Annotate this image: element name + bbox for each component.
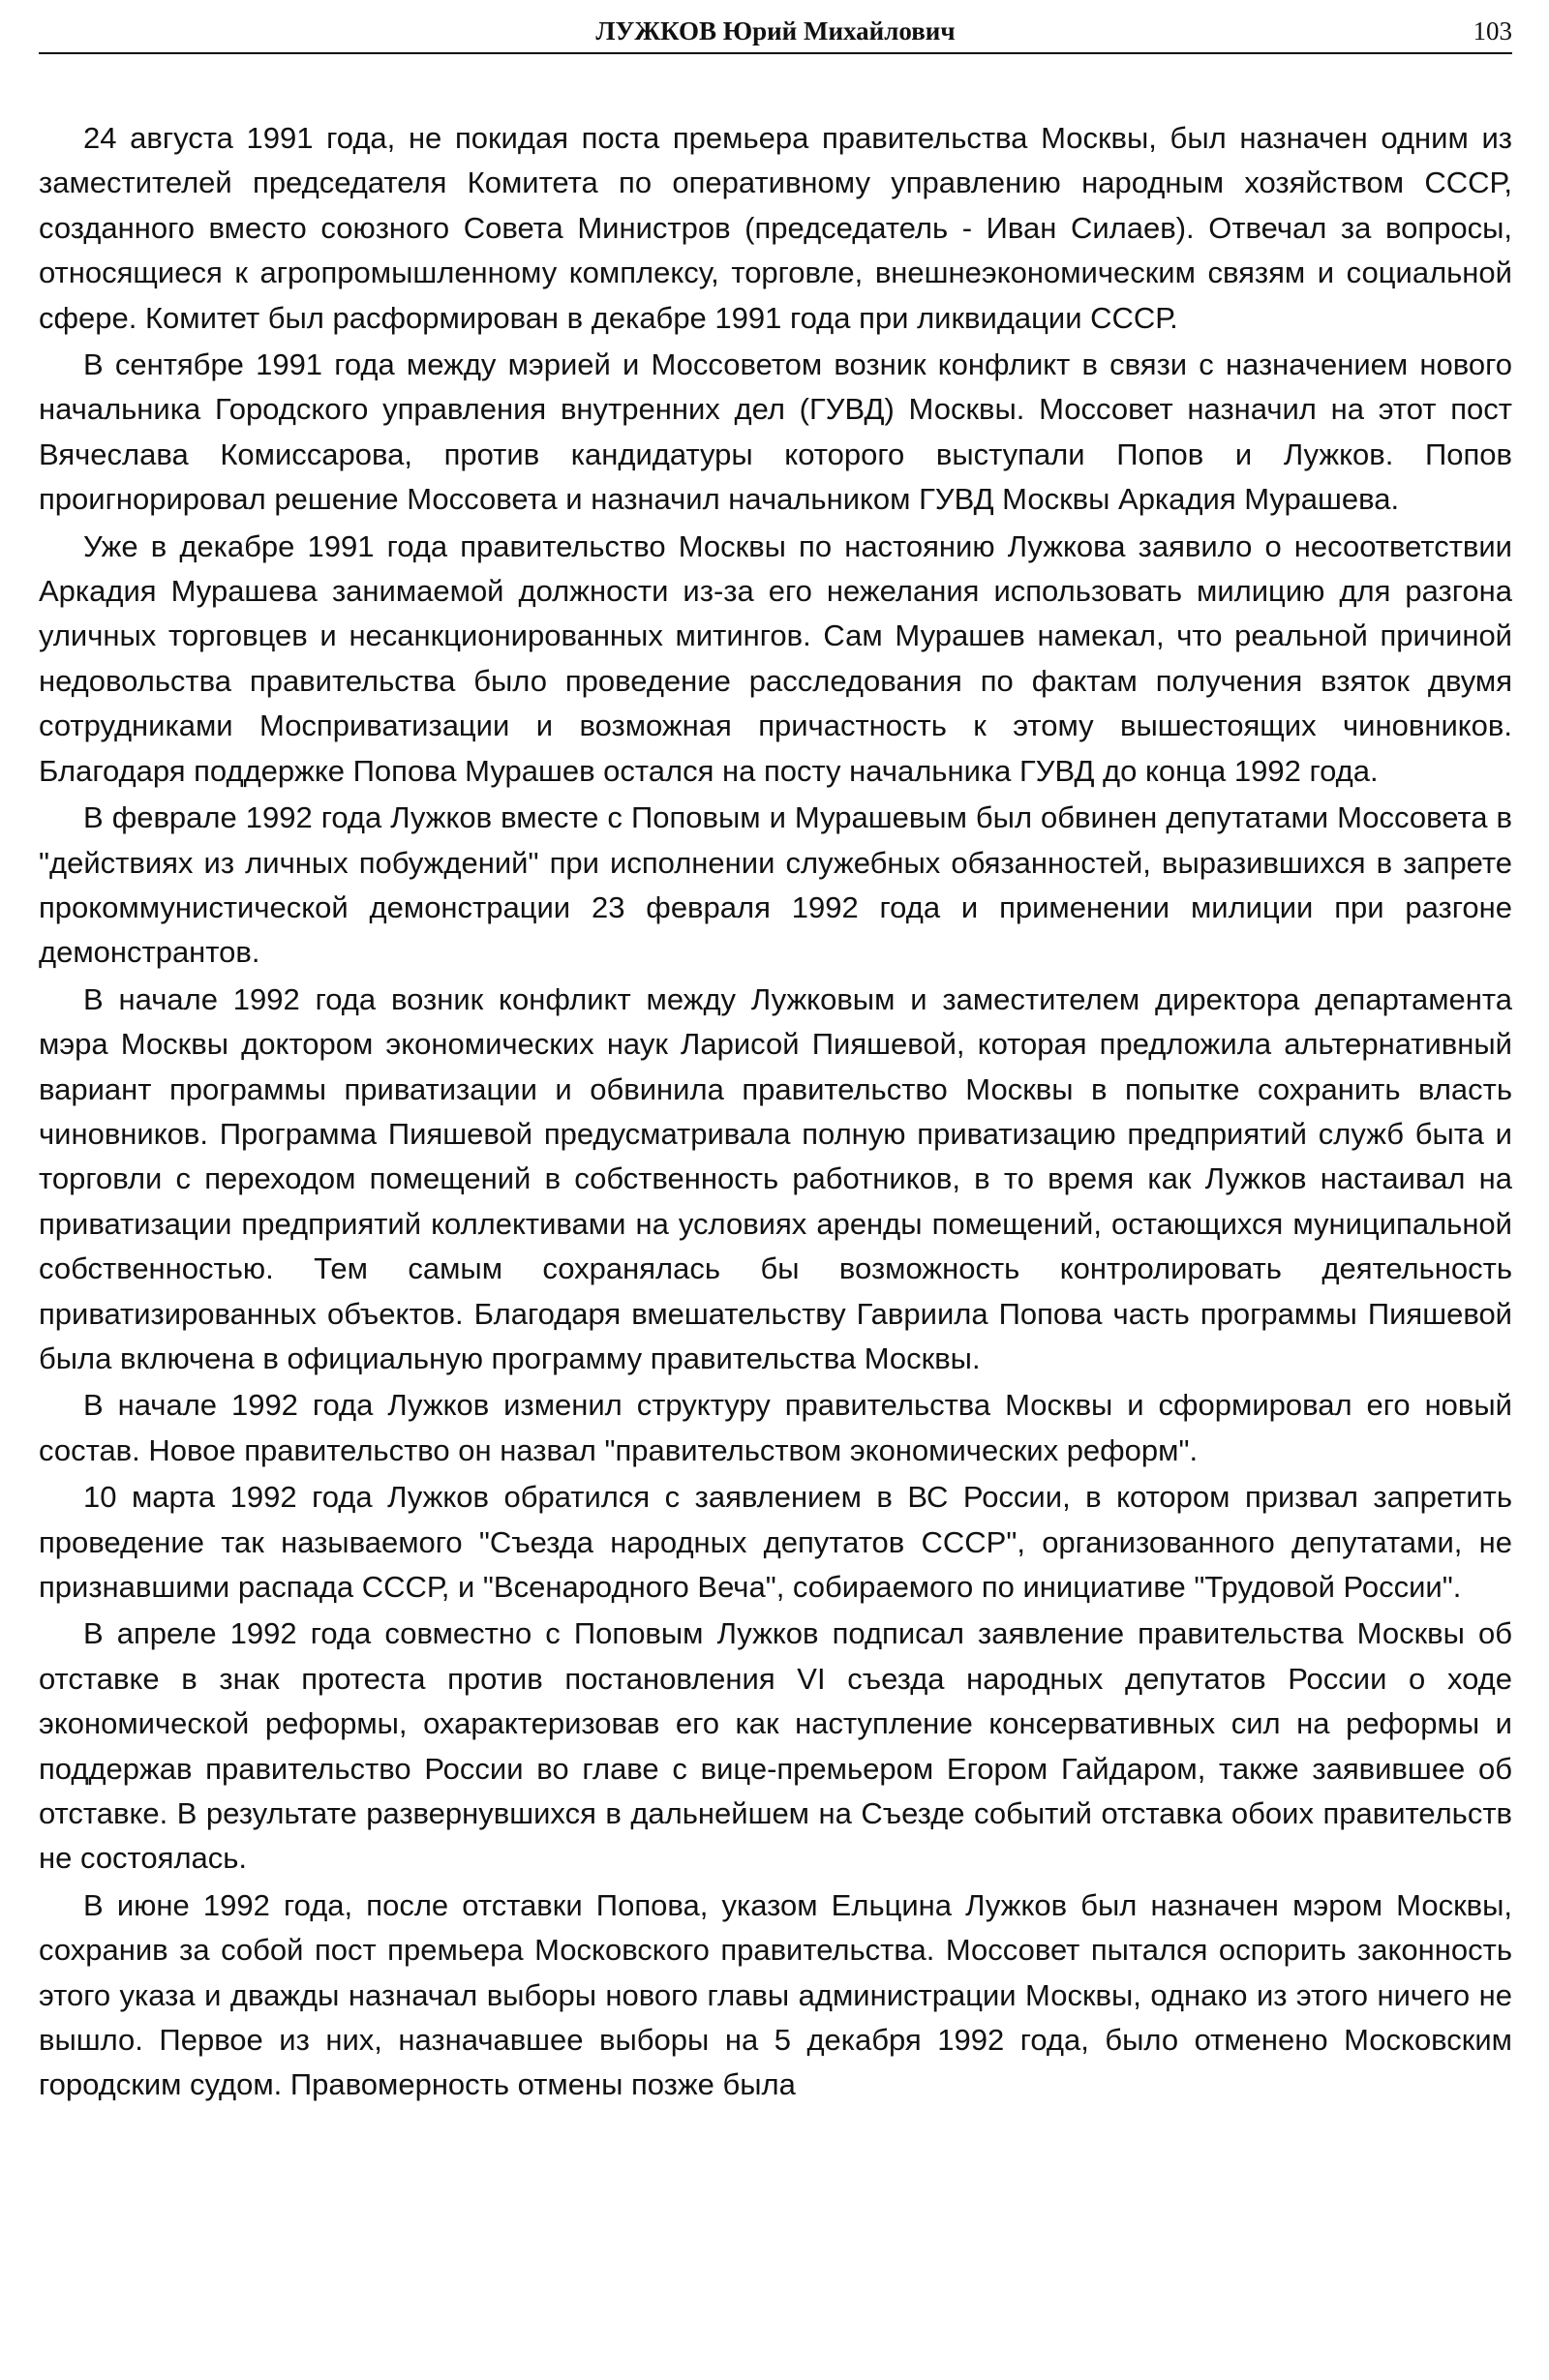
paragraph: В сентябре 1991 года между мэрией и Моссоветом возник конфликт в связи с назначением нового начальника Городского управления внутренних дел (ГУВД) Москвы. Моссовет назначил на этот пост Вячеслава Комиссарова, против кандидатуры которого выступали Попов и Лужков. Попов проигнорировал решение Моссовета и назначил начальником ГУВД Москвы Аркадия Мурашева. — [39, 347, 1512, 517]
paragraph: В апреле 1992 года совместно с Поповым Лужков подписал заявление правительства Москвы об отставке в знак протеста против постановления VI съезда народных депутатов России о ходе экономической реформы, охарактеризовав его как наступление консервативных сил на реформы и поддержав правительство России во главе с вице-премьером Егором Гайдаром, также заявившее об отставке. В результате развернувшихся в дальнейшем на Съезде событий отставка обоих правительств не состоялась. — [39, 1616, 1512, 1876]
paragraph: 10 марта 1992 года Лужков обратился с заявлением в ВС России, в котором призвал запретить проведение так называемого "Съезда народных депутатов СССР", организованного депутатами, не признавшими распада СССР, и "Всенародного Веча", собираемого по инициативе "Трудовой России". — [39, 1480, 1512, 1604]
page-number: 103 — [1473, 16, 1512, 45]
paragraph: 24 августа 1991 года, не покидая поста премьера правительства Москвы, был назначен одним из заместителей председателя Комитета по оперативному управлению народным хозяйством СССР, созданного вместо союзного Совета Министров (председатель - Иван Силаев). Отвечал за вопросы, относящиеся к агропромышленному комплексу, торговле, внешнеэкономическим связям и социальной сфере. Комитет был расформирован в декабре 1991 года при ликвидации СССР. — [39, 121, 1512, 335]
running-header — [39, 10, 1512, 54]
document-page — [39, 0, 1512, 2380]
running-title: ЛУЖКОВ Юрий Михайлович — [595, 16, 956, 45]
paragraph: Уже в декабре 1991 года правительство Москвы по настоянию Лужкова заявило о несоответствии Аркадия Мурашева занимаемой должности из-за его нежелания использовать милицию для разгона уличных торговцев и несанкционированных митингов. Сам Мурашев намекал, что реальной причиной недовольства правительства было проведение расследования по фактам получения взяток двумя сотрудниками Мосприватизации и возможная причастность к этому вышестоящих чиновников. Благодаря поддержке Попова Мурашев остался на посту начальника ГУВД до конца 1992 года. — [39, 528, 1512, 788]
paragraph: В начале 1992 года возник конфликт между Лужковым и заместителем директора департамента мэра Москвы доктором экономических наук Ларисой Пияшевой, которая предложила альтернативный вариант программы приватизации и обвинила правительство Москвы в попытке сохранить власть чиновников. Программа Пияшевой предусматривала полную приватизацию предприятий служб быта и торговли с переходом помещений в собственность работников, в то время как Лужков настаивал на приватизации предприятий коллективами на условиях аренды помещений, остающихся муниципальной собственностью. Тем самым сохранялась бы возможность контролировать деятельность приватизированных объектов. Благодаря вмешательству Гавриила Попова часть программы Пияшевой была включена в официальную программу правительства Москвы. — [39, 981, 1512, 1375]
body-text — [39, 116, 1512, 2110]
paragraph: В феврале 1992 года Лужков вместе с Поповым и Мурашевым был обвинен депутатами Моссовета в "действиях из личных побуждений" при исполнении служебных обязанностей, выразившихся в запрете прокоммунистической демонстрации 23 февраля 1992 года и применении милиции при разгоне демонстрантов. — [39, 800, 1512, 970]
paragraph: В июне 1992 года, после отставки Попова, указом Ельцина Лужков был назначен мэром Москвы, сохранив за собой пост премьера Московского правительства. Моссовет пытался оспорить законность этого указа и дважды назначал выборы нового главы администрации Москвы, однако из этого ничего не вышло. Первое из них, назначавшее выборы на 5 декабря 1992 года, было отменено Московским городским судом. Правомерность отмены позже была — [39, 1887, 1512, 2102]
paragraph: В начале 1992 года Лужков изменил структуру правительства Москвы и сформировал его новый состав. Новое правительство он назвал "правительством экономических реформ". — [39, 1388, 1512, 1467]
